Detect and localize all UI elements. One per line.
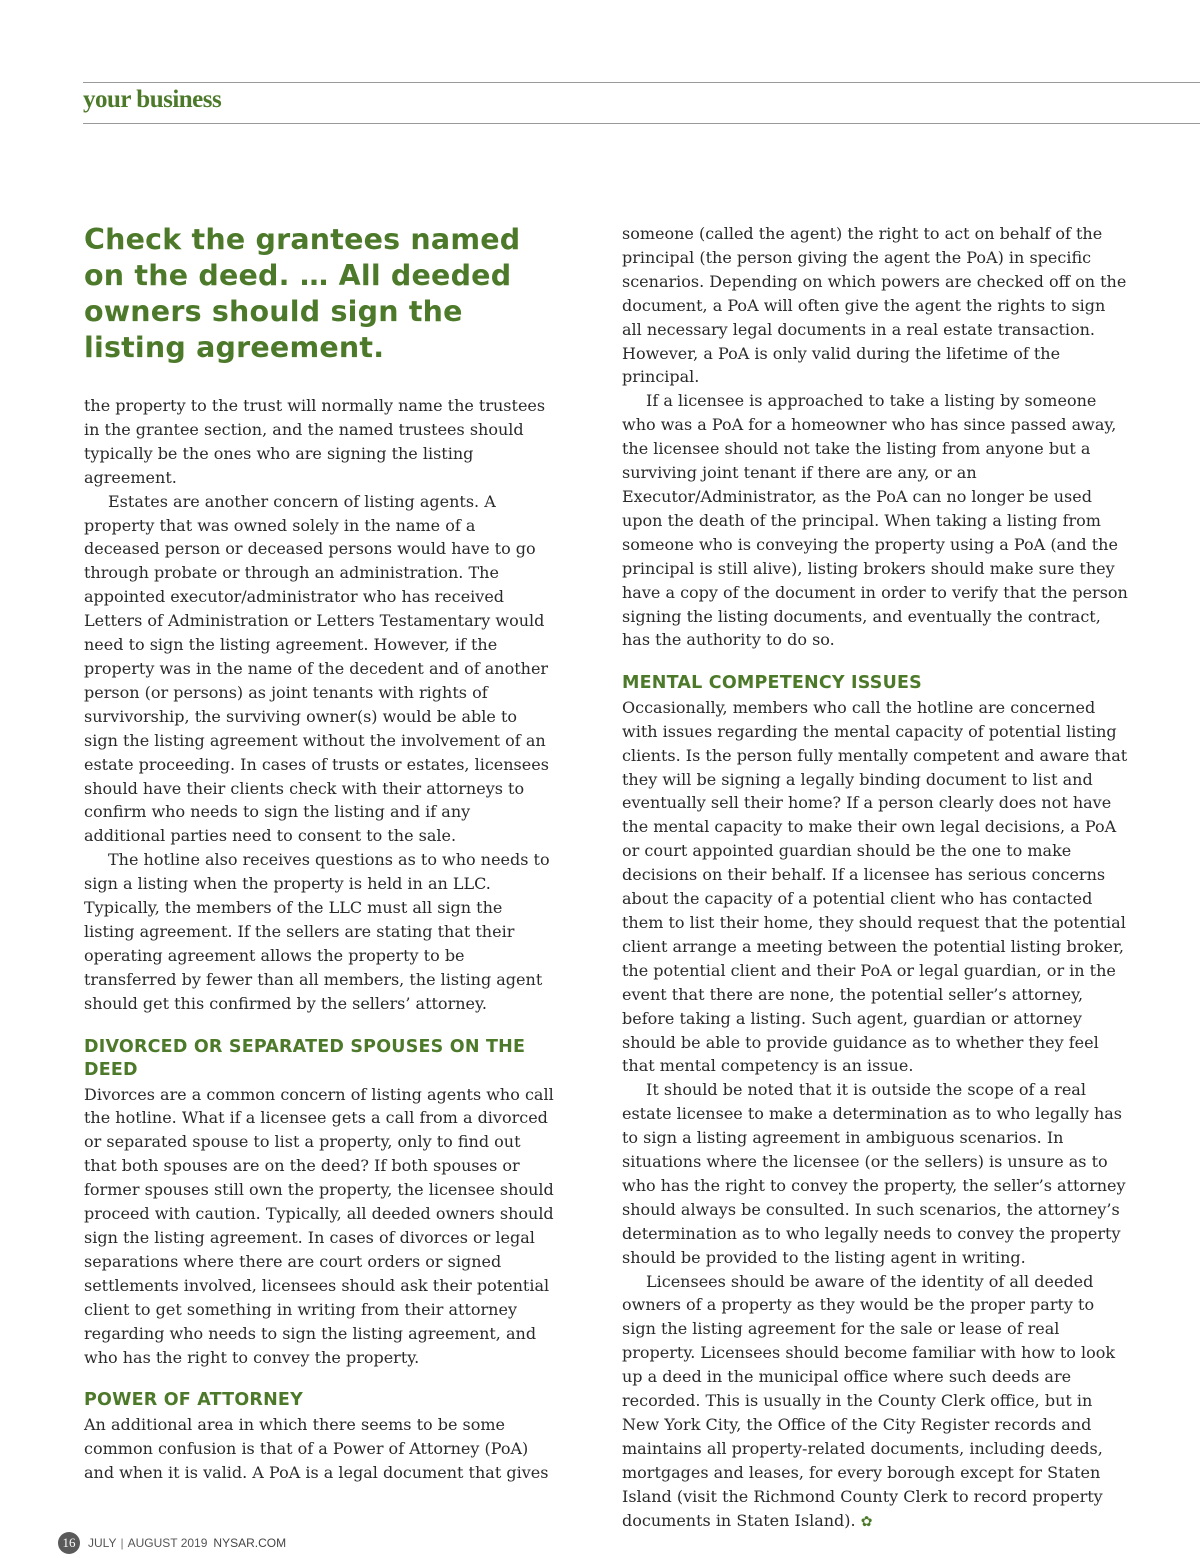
header-rule <box>83 123 1200 124</box>
site-name: NYSAR.COM <box>213 1536 287 1550</box>
paragraph: Divorces are a common concern of listing agents who call the hotline. What if a licensee gets a call from a divorced or separated spouse to list a property, only to find out that both spouses are on the deed? If both spouses or former spouses still own the property, the licensee should proceed with caution. Typically, all deeded owners should sign the listing agreement. In cases of divorces or legal separations where there are court orders or signed settlements involved, licensees should ask their potential client to get something in writing from their attorney regarding who needs to sign the listing agreement, and who has the right to convey the property. <box>84 1084 554 1367</box>
paragraph: someone (called the agent) the right to act on behalf of the principal (the person giving the agent the PoA) in specific scenarios. Depending on which powers are checked off on the document, a PoA will often give the agent the rights to sign all necessary legal documents in a real estate transaction. However, a PoA is only valid during the lifetime of the principal. <box>622 224 1127 387</box>
paragraph: Estates are another concern of listing agents. A property that was owned solely in the name of a deceased person or deceased persons would have to go through probate or through an administration. The appointed executor/administrator who has received Letters of Administration or Letters Testamentary would need to sign the listing agreement. However, if the property was in the name of the decedent and of another person (or persons) as joint tenants with rights of survivorship, the surviving owner(s) would be able to sign the listing agreement without the involvement of an estate proceeding. In cases of trusts or estates, licensees should have their clients check with their attorneys to confirm who needs to sign the listing and if any additional parties need to consent to the sale. <box>84 491 549 846</box>
separator: | <box>120 1536 124 1550</box>
pull-quote: Check the grantees named on the deed. … All deeded owners should sign the listing agreement. <box>84 223 521 364</box>
paragraph: Occasionally, members who call the hotline are concerned with issues regarding the mental capacity of potential listing clients. Is the person fully mentally competent and aware that they will be signing a legally binding document to list and eventually sell their home? If a person clearly does not have the mental capacity to make their own legal decisions, a PoA or court appointed guardian should be the one to make decisions on their behalf. If a licensee has serious concerns about the capacity of a potential client who has contacted them to list their home, they should request that the potential client arrange a meeting between the potential listing broker, the potential client and their PoA or legal guardian, or in the event that there are none, the potential seller’s attorney, before taking a listing. Such agent, guardian or attorney should be able to provide guidance as to whether they feel that mental competency is an issue. <box>622 697 1128 1076</box>
paragraph: The hotline also receives questions as to who needs to sign a listing when the property is held in an LLC. Typically, the members of the LLC must all sign the listing agreement. If the sellers are stating that their operating agreement allows the property to be transferred by fewer than all members, the listing agent should get this confirmed by the sellers’ attorney. <box>84 850 550 1013</box>
page-footer <box>58 1530 286 1556</box>
paragraph: If a licensee is approached to take a listing by someone who was a PoA for a homeowner who has since passed away, the licensee should not take the listing from anyone but a surviving joint tenant if there are any, or an Executor/Administrator, as the PoA can no longer be used upon the death of the principal. When taking a listing from someone who is conveying the property using a PoA (and the principal is still alive), listing brokers should make sure they have a copy of the document in order to verify that the person signing the listing documents, and eventually the contract, has the authority to do so. <box>622 391 1128 650</box>
paragraph: the property to the trust will normally name the trustees in the grantee section, and the named trustees should typically be the ones who are signing the listing agreement. <box>84 396 546 487</box>
left-column <box>84 222 554 1485</box>
issue-month: JULY <box>88 1536 117 1550</box>
subheading-divorced-spouses: DIVORCED OR SEPARATED SPOUSES ON THE DEED <box>84 1036 526 1081</box>
paragraph: An additional area in which there seems to be some common confusion is that of a Power of Attorney (PoA) and when it is valid. A PoA is a legal document that gives <box>84 1414 549 1482</box>
paragraph-final <box>622 1270 1130 1535</box>
page-number: 16 <box>58 1532 80 1554</box>
right-column <box>622 222 1130 1535</box>
subheading-power-of-attorney: POWER OF ATTORNEY <box>84 1390 303 1411</box>
section-label: your business <box>83 86 222 113</box>
paragraph-text: Licensees should be aware of the identity of all deeded owners of a property as they would be the proper party to sign the listing agreement for the sale or lease of real property. Licensees should become familiar with how to look up a deed in the municipal office where such deeds are recorded. This is usually in the County Clerk office, but in New York City, the Office of the City Register records and maintains all property-related documents, including deeds, mortgages and leases, for every borough except for Staten Island (visit the Richmond County Clerk to record property documents in Staten Island). <box>622 1271 1116 1530</box>
subheading-mental-competency: MENTAL COMPETENCY ISSUES <box>622 673 922 694</box>
issue-date: AUGUST 2019 <box>127 1536 208 1550</box>
end-mark-icon: ✿ <box>860 1513 873 1530</box>
paragraph: It should be noted that it is outside the scope of a real estate licensee to make a determination as to who legally has to sign a listing agreement in ambiguous scenarios. In situations where the licensee (or the sellers) is unsure as to who has the right to convey the property, the seller’s attorney should always be consulted. In such scenarios, the attorney’s determination as to who legally needs to convey the property should be provided to the listing agent in writing. <box>622 1080 1126 1267</box>
top-rule <box>83 82 1200 83</box>
